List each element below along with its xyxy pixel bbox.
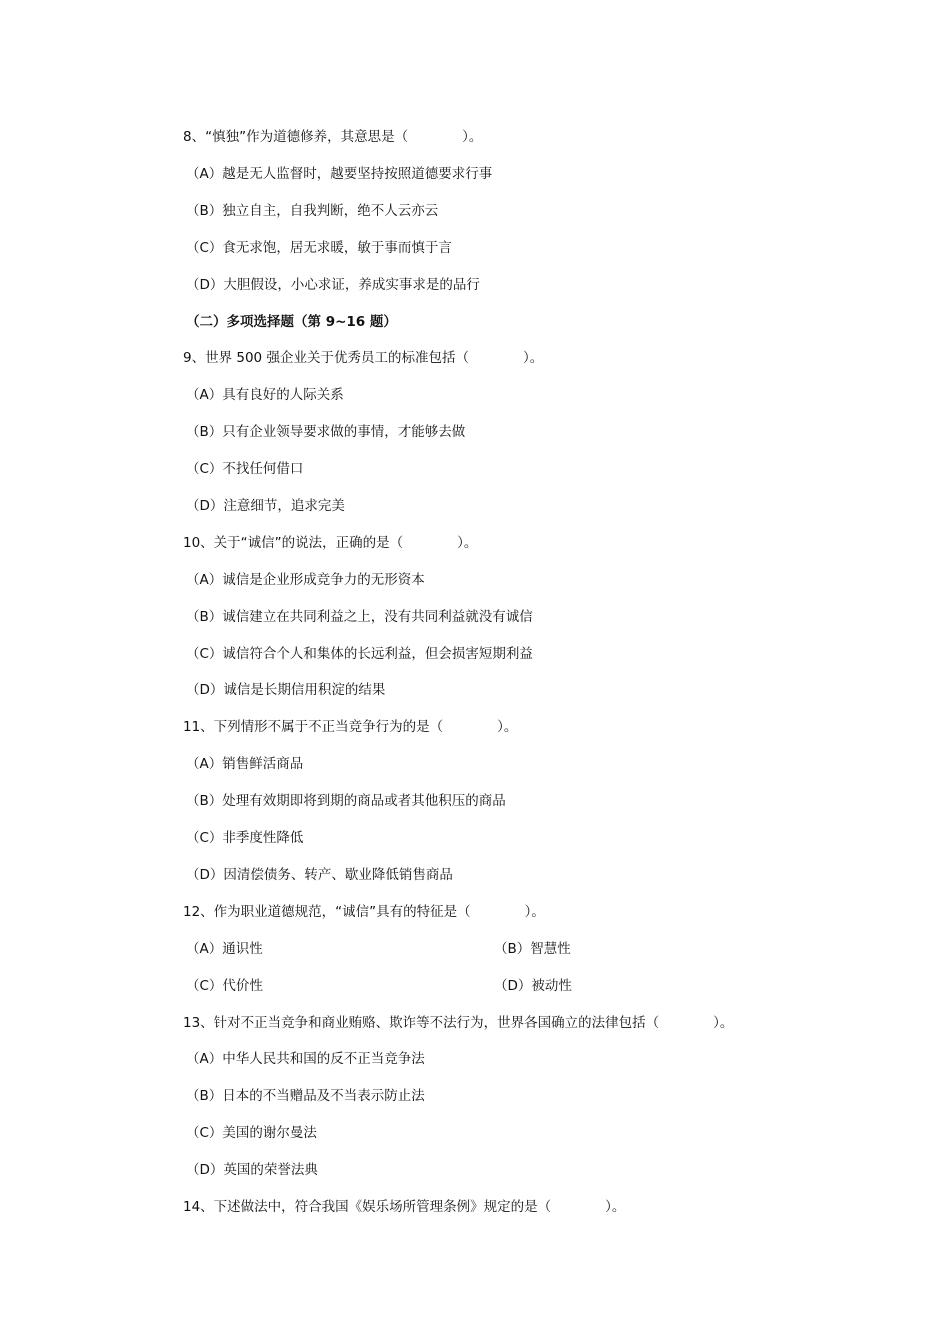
question-13-option-b: （B）日本的不当赠品及不当表示防止法 (186, 1088, 425, 1104)
section-heading-multiple-choice: （二）多项选择题（第 9~16 题） (186, 314, 397, 330)
question-14-stem: 14、下述做法中，符合我国《娱乐场所管理条例》规定的是（ ）。 (183, 1199, 626, 1215)
question-8-option-b: （B）独立自主，自我判断，绝不人云亦云 (186, 203, 439, 219)
question-9-option-c: （C）不找任何借口 (186, 461, 304, 477)
question-10-option-a: （A）诚信是企业形成竞争力的无形资本 (186, 572, 425, 588)
question-9-stem: 9、世界 500 强企业关于优秀员工的标准包括（ ）。 (183, 350, 544, 366)
question-9-option-a: （A）具有良好的人际关系 (186, 387, 344, 403)
question-10-stem: 10、关于“诚信”的说法，正确的是（ ）。 (183, 535, 478, 551)
question-9-option-b: （B）只有企业领导要求做的事情，才能够去做 (186, 424, 466, 440)
question-10-option-c: （C）诚信符合个人和集体的长远利益，但会损害短期利益 (186, 646, 533, 662)
question-12-option-c: （C）代价性 (186, 978, 263, 994)
question-13-option-d: （D）英国的荣誉法典 (186, 1162, 318, 1178)
question-13-option-a: （A）中华人民共和国的反不正当竞争法 (186, 1051, 425, 1067)
question-8-option-d: （D）大胆假设，小心求证，养成实事求是的品行 (186, 277, 480, 293)
question-13-stem: 13、针对不正当竞争和商业贿赂、欺诈等不法行为，世界各国确立的法律包括（ ）。 (183, 1015, 734, 1031)
question-8-option-a: （A）越是无人监督时，越要坚持按照道德要求行事 (186, 166, 493, 182)
question-8-option-c: （C）食无求饱，居无求暖，敏于事而慎于言 (186, 240, 452, 256)
question-11-option-b: （B）处理有效期即将到期的商品或者其他积压的商品 (186, 793, 506, 809)
question-13-option-c: （C）美国的谢尔曼法 (186, 1125, 317, 1141)
question-11-option-a: （A）销售鲜活商品 (186, 756, 304, 772)
question-8-stem: 8、“慎独”作为道德修养，其意思是（ ）。 (183, 129, 483, 145)
question-12-option-d: （D）被动性 (494, 978, 572, 994)
question-10-option-d: （D）诚信是长期信用积淀的结果 (186, 682, 386, 698)
question-12-option-a: （A）通识性 (186, 941, 263, 957)
question-11-stem: 11、下列情形不属于不正当竞争行为的是（ ）。 (183, 719, 518, 735)
question-12-option-b: （B）智慧性 (494, 941, 571, 957)
question-10-option-b: （B）诚信建立在共同利益之上，没有共同利益就没有诚信 (186, 609, 533, 625)
question-11-option-d: （D）因清偿债务、转产、歇业降低销售商品 (186, 867, 453, 883)
question-12-stem: 12、作为职业道德规范，“诚信”具有的特征是（ ）。 (183, 904, 545, 920)
question-9-option-d: （D）注意细节，追求完美 (186, 498, 345, 514)
question-11-option-c: （C）非季度性降低 (186, 830, 304, 846)
